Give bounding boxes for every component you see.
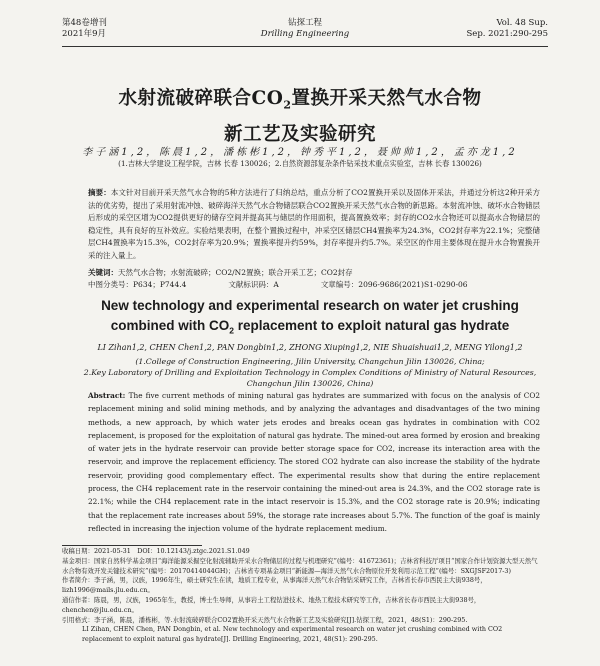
- cn-title-sub: 2: [283, 98, 292, 112]
- header-date-cn: 2021年9月: [62, 29, 107, 39]
- en-title-sub: 2: [229, 325, 234, 336]
- chinese-affiliation: (1.吉林大学建设工程学院，吉林 长春 130026；2.自然资源部复杂条件钻采技术重点实验室，吉林 长春 130026): [118, 159, 482, 168]
- clc-number: 中图分类号：P634；P744.4: [88, 280, 187, 289]
- citation-en: LI Zihan, CHEN Chen, PAN Dongbin, et al. New technology and experimental research on water jet crushing combined with CO2 replacement to exploit natural gas hydrate[J]. Drilling Engineering, 2021, 48(S1): 290-295.: [82, 625, 503, 644]
- chinese-authors: 李子涵1,2，陈晨1,2，潘栋彬1,2，钟秀平1,2，聂帅帅1,2，孟亦龙1,2: [82, 147, 518, 158]
- fund-info: 基金项目：国家自然科学基金项目“海洋能源采掘空化射流辅助开采水合物储层的过程与机理研究”(编号：41672361)；吉林省科技厅项目“国家合作计划资源大型天然气水合物有效开发关键技术研究”(编号：20170414044GH)；吉林省专项基金项目“新能源—海洋天然气水合物原位开发利用示范工程”(编号：SXGJSF2017-3): [62, 556, 538, 575]
- cn-title-part: 水射流破碎联合CO: [118, 88, 284, 109]
- en-title-part: combined with CO: [110, 318, 230, 333]
- english-title: [60, 296, 560, 341]
- author-intro: 作者简介：李子涵，男，汉族，1996年生，硕士研究生在读，地质工程专业，从事海洋天然气水合物钻采研究工作，吉林省长春市西民主大街938号，lizh1996@mails.jlu.edu.cn。: [62, 576, 487, 595]
- footnote-rule: [62, 545, 202, 546]
- en-affil-line: Changchun Jilin 130026, China): [246, 379, 374, 388]
- cn-abstract-text: 本文针对目前开采天然气水合物的5种方法进行了归纳总结，重点分析了CO2置换开采以及固体开采法，并通过分析这2种开采方法的优劣势，提出了采用射流冲蚀、破碎海洋天然气水合物储层联合CO2置换开采天然气水合物的新思路。本射流冲蚀、破坏水合物储层后形成的采空区增为CO2提供更好的储存空间并提高其与储层的作用面积，提高置换效率；封存的CO2水合物还可以提高水合物储层的稳定性，具有良好的互补效应。实验结果表明，在整个置换过程中，冲采空区储层CH4置换率为24.3%，CO2封存率为22.1%；完整储层CH4置换率为15.3%，CO2封存率为20.9%；置换率提升约59%，封存率提升约5.7%。采空区的作用主要体现在提升水合物置换开采的注入量上。: [88, 188, 541, 260]
- english-affiliation: [60, 356, 560, 389]
- header-journal-en: Drilling Engineering: [260, 29, 350, 39]
- footnotes: [62, 547, 540, 645]
- chinese-keywords: [88, 267, 540, 278]
- article-number: 文章编号：2096-9686(2021)S1-0290-06: [320, 280, 468, 289]
- chinese-title: [40, 84, 560, 149]
- en-abstract-text: The five current methods of mining natural gas hydrates are summarized with focus on the analysis of CO2 replacement mining and solid mining methods, and by analyzing the advantages and disadvantages of the two mining methods, a new approach, by which water jets erodes and breaks ocean gas hydrates in combination with CO2 replacement, is proposed for the exploitation of natural gas hydrate. The mined-out area formed by erosion and breaking of water jets in the hydrate reservoir can provide better storage space for CO2, increase its interaction area with the reservoir, and improve the replacement efficiency. The stored CO2 hydrate can also increase the stability of the hydrate reservoir, providing good complementary effect. The experimental results show that during the entire replacement process, the CH4 replacement rate in the reservoir containing the mined-out area is 24.3%, and the CO2 storage rate is 22.1%; while the CH4 replacement rate in the intact reservoir is 15.3%, and the CO2 storage rate is 20.9%; indicating that the replacement rate increases about 59%, the storage rate increases about 5.7%. The function of the goaf is mainly reflected in increasing the injection volume of the hydrate replacement medium.: [88, 391, 540, 533]
- chinese-abstract: [88, 187, 540, 262]
- cn-title-part: 置换开采天然气水合物: [291, 88, 482, 109]
- header-volume-en: Vol. 48 Sup.: [496, 18, 548, 28]
- en-title-part: replacement to exploit natural gas hydrate: [233, 318, 510, 333]
- en-abstract-label: Abstract:: [88, 391, 129, 400]
- corresponding-author: 通信作者：陈晨，男，汉族，1965年生，教授，博士生导师，从事岩土工程钻进技术、地热工程技术研究等工作，吉林省长春市西民主大街938号，chenchen@jlu.edu.cn。: [62, 595, 481, 614]
- running-header: [62, 10, 548, 46]
- cn-title-line2: 新工艺及实验研究: [223, 123, 376, 145]
- cn-keywords-text: 天然气水合物；水射流破碎；CO2/N2置换；联合开采工艺；CO2封存: [118, 268, 353, 277]
- citation-cn: 引用格式：李子涵，陈晨，潘栋彬，等.水射流破碎联合CO2置换开采天然气水合物新工艺及实验研究[J].钻探工程，2021，48(S1)：290-295.: [62, 615, 468, 624]
- cn-abstract-label: 摘要：: [88, 188, 111, 197]
- document-code: 文献标识码：A: [228, 280, 279, 289]
- header-rule: [62, 46, 548, 47]
- header-right: [466, 18, 548, 40]
- cn-keywords-label: 关键词：: [88, 268, 118, 277]
- classification-line: [88, 279, 540, 290]
- header-date-en: Sep. 2021:290-295: [466, 29, 548, 39]
- en-affil-line: 2.Key Laboratory of Drilling and Exploitation Technology in Complex Conditions of Ministry of Natural Resources,: [83, 368, 537, 377]
- english-authors: LI Zihan1,2, CHEN Chen1,2, PAN Dongbin1,2, ZHONG Xiuping1,2, NIE Shuaishuai1,2, MENG Yilong1,2: [97, 343, 523, 352]
- en-title-line1: New technology and experimental research on water jet crushing: [101, 298, 519, 313]
- header-journal-cn: 钻探工程: [287, 18, 322, 28]
- en-affil-line: (1.College of Construction Engineering, Jilin University, Changchun Jilin 130026, China;: [135, 357, 485, 366]
- english-abstract: [88, 389, 540, 535]
- header-volume-cn: 第48卷增刊: [62, 18, 107, 28]
- received-date: 收稿日期：2021-05-31 DOI：10.12143/j.ztgc.2021.S1.049: [62, 547, 250, 555]
